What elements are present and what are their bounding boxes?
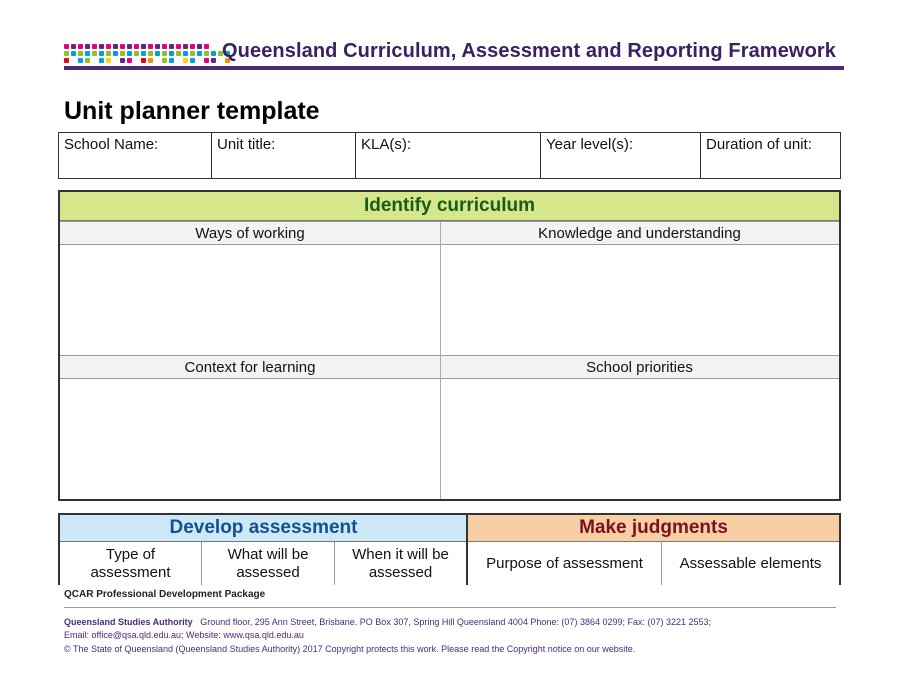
logo-dot bbox=[78, 51, 83, 56]
logo-dot bbox=[162, 51, 167, 56]
logo-dot bbox=[71, 51, 76, 56]
logo-dot bbox=[78, 44, 83, 49]
duration-label: Duration of unit: bbox=[706, 136, 812, 153]
logo-dot bbox=[197, 51, 202, 56]
identify-curriculum-section bbox=[58, 190, 841, 501]
school-name-field[interactable] bbox=[59, 133, 212, 179]
purpose-of-assessment-header[interactable] bbox=[468, 542, 662, 585]
logo-dot bbox=[211, 51, 216, 56]
footer-rule bbox=[64, 607, 836, 608]
logo-dot bbox=[183, 58, 188, 63]
logo-dot bbox=[169, 51, 174, 56]
logo-dot bbox=[169, 58, 174, 63]
logo-dot bbox=[120, 51, 125, 56]
logo-dot bbox=[99, 51, 104, 56]
logo-dot bbox=[127, 44, 132, 49]
footer-org: Queensland Studies Authority bbox=[64, 617, 193, 627]
column-divider bbox=[440, 221, 441, 499]
logo-dot bbox=[106, 51, 111, 56]
footer-address-line bbox=[64, 617, 711, 627]
knowledge-header: Knowledge and understanding bbox=[440, 221, 839, 245]
logo-dot bbox=[176, 51, 181, 56]
logo-dot bbox=[141, 58, 146, 63]
logo-dot bbox=[155, 44, 160, 49]
identify-curriculum-heading: Identify curriculum bbox=[60, 192, 839, 221]
develop-assessment-heading: Develop assessment bbox=[60, 515, 467, 542]
logo-dot bbox=[155, 51, 160, 56]
logo-dot bbox=[92, 51, 97, 56]
logo-dot bbox=[85, 44, 90, 49]
logo-dot bbox=[148, 58, 153, 63]
qcar-logo-dots bbox=[64, 44, 234, 66]
when-assessed-label: When it will be assessed bbox=[352, 545, 449, 581]
duration-field[interactable] bbox=[701, 133, 841, 179]
document-header bbox=[64, 38, 844, 72]
what-assessed-header[interactable] bbox=[202, 542, 335, 585]
make-judgments-heading: Make judgments bbox=[468, 515, 839, 542]
logo-dot bbox=[113, 51, 118, 56]
logo-dot bbox=[134, 44, 139, 49]
logo-dot bbox=[204, 51, 209, 56]
make-judgments-section bbox=[466, 513, 841, 585]
logo-dot bbox=[183, 51, 188, 56]
unit-info-table bbox=[58, 132, 841, 179]
context-cell[interactable] bbox=[60, 379, 440, 499]
logo-dot bbox=[190, 58, 195, 63]
package-label: QCAR Professional Development Package bbox=[64, 589, 266, 600]
logo-dot bbox=[64, 51, 69, 56]
logo-dot bbox=[211, 58, 216, 63]
purpose-of-assessment-label: Purpose of assessment bbox=[486, 554, 643, 572]
page-title: Unit planner template bbox=[64, 97, 320, 125]
context-header: Context for learning bbox=[60, 355, 440, 379]
logo-dot bbox=[99, 58, 104, 63]
what-assessed-label: What will be assessed bbox=[227, 545, 309, 581]
logo-dot bbox=[92, 44, 97, 49]
assessable-elements-header[interactable] bbox=[662, 542, 839, 585]
year-level-field[interactable] bbox=[541, 133, 701, 179]
logo-dot bbox=[64, 58, 69, 63]
knowledge-cell[interactable] bbox=[441, 245, 839, 355]
unit-title-field[interactable] bbox=[212, 133, 356, 179]
priorities-cell[interactable] bbox=[441, 379, 839, 499]
logo-dot bbox=[141, 51, 146, 56]
kla-field[interactable] bbox=[356, 133, 541, 179]
logo-dot bbox=[190, 44, 195, 49]
logo-dot bbox=[78, 58, 83, 63]
framework-title: Queensland Curriculum, Assessment and Reporting Framework bbox=[222, 40, 836, 62]
logo-dot bbox=[162, 58, 167, 63]
header-rule bbox=[64, 66, 844, 70]
logo-dot bbox=[106, 58, 111, 63]
logo-dot bbox=[134, 51, 139, 56]
type-of-assessment-header[interactable] bbox=[60, 542, 202, 585]
develop-assessment-section bbox=[58, 513, 468, 585]
school-name-label: School Name: bbox=[64, 136, 159, 153]
logo-dot bbox=[120, 44, 125, 49]
year-level-label: Year level(s): bbox=[546, 136, 633, 153]
logo-dot bbox=[120, 58, 125, 63]
footer-copyright: © The State of Queensland (Queensland Studies Authority) 2017 Copyright protects this work. Please read the Copyright notice on our website. bbox=[64, 644, 636, 654]
kla-label: KLA(s): bbox=[361, 136, 412, 153]
footer-contact[interactable]: Email: office@qsa.qld.edu.au; Website: www.qsa.qld.edu.au bbox=[64, 630, 304, 640]
logo-dot bbox=[148, 44, 153, 49]
logo-dot bbox=[204, 44, 209, 49]
type-of-assessment-label: Type of assessment bbox=[90, 545, 171, 581]
logo-dot bbox=[85, 58, 90, 63]
assessable-elements-label: Assessable elements bbox=[679, 554, 822, 572]
priorities-header: School priorities bbox=[440, 355, 839, 379]
logo-dot bbox=[162, 44, 167, 49]
logo-dot bbox=[148, 51, 153, 56]
footer-address: Ground floor, 295 Ann Street, Brisbane. PO Box 307, Spring Hill Queensland 4004 Phone: (07) 3864 0299; Fax: (07) 3221 2553; bbox=[200, 617, 712, 627]
logo-dot bbox=[176, 44, 181, 49]
logo-dot bbox=[204, 58, 209, 63]
logo-dot bbox=[85, 51, 90, 56]
logo-dot bbox=[99, 44, 104, 49]
logo-dot bbox=[127, 51, 132, 56]
logo-dot bbox=[106, 44, 111, 49]
logo-dot bbox=[71, 44, 76, 49]
logo-dot bbox=[127, 58, 132, 63]
logo-dot bbox=[141, 44, 146, 49]
logo-dot bbox=[64, 44, 69, 49]
when-assessed-header[interactable] bbox=[335, 542, 466, 585]
logo-dot bbox=[113, 44, 118, 49]
ways-of-working-cell[interactable] bbox=[60, 245, 440, 355]
logo-dot bbox=[183, 44, 188, 49]
logo-dot bbox=[197, 44, 202, 49]
unit-title-label: Unit title: bbox=[217, 136, 276, 153]
logo-dot bbox=[190, 51, 195, 56]
logo-dot bbox=[169, 44, 174, 49]
ways-of-working-header: Ways of working bbox=[60, 221, 440, 245]
